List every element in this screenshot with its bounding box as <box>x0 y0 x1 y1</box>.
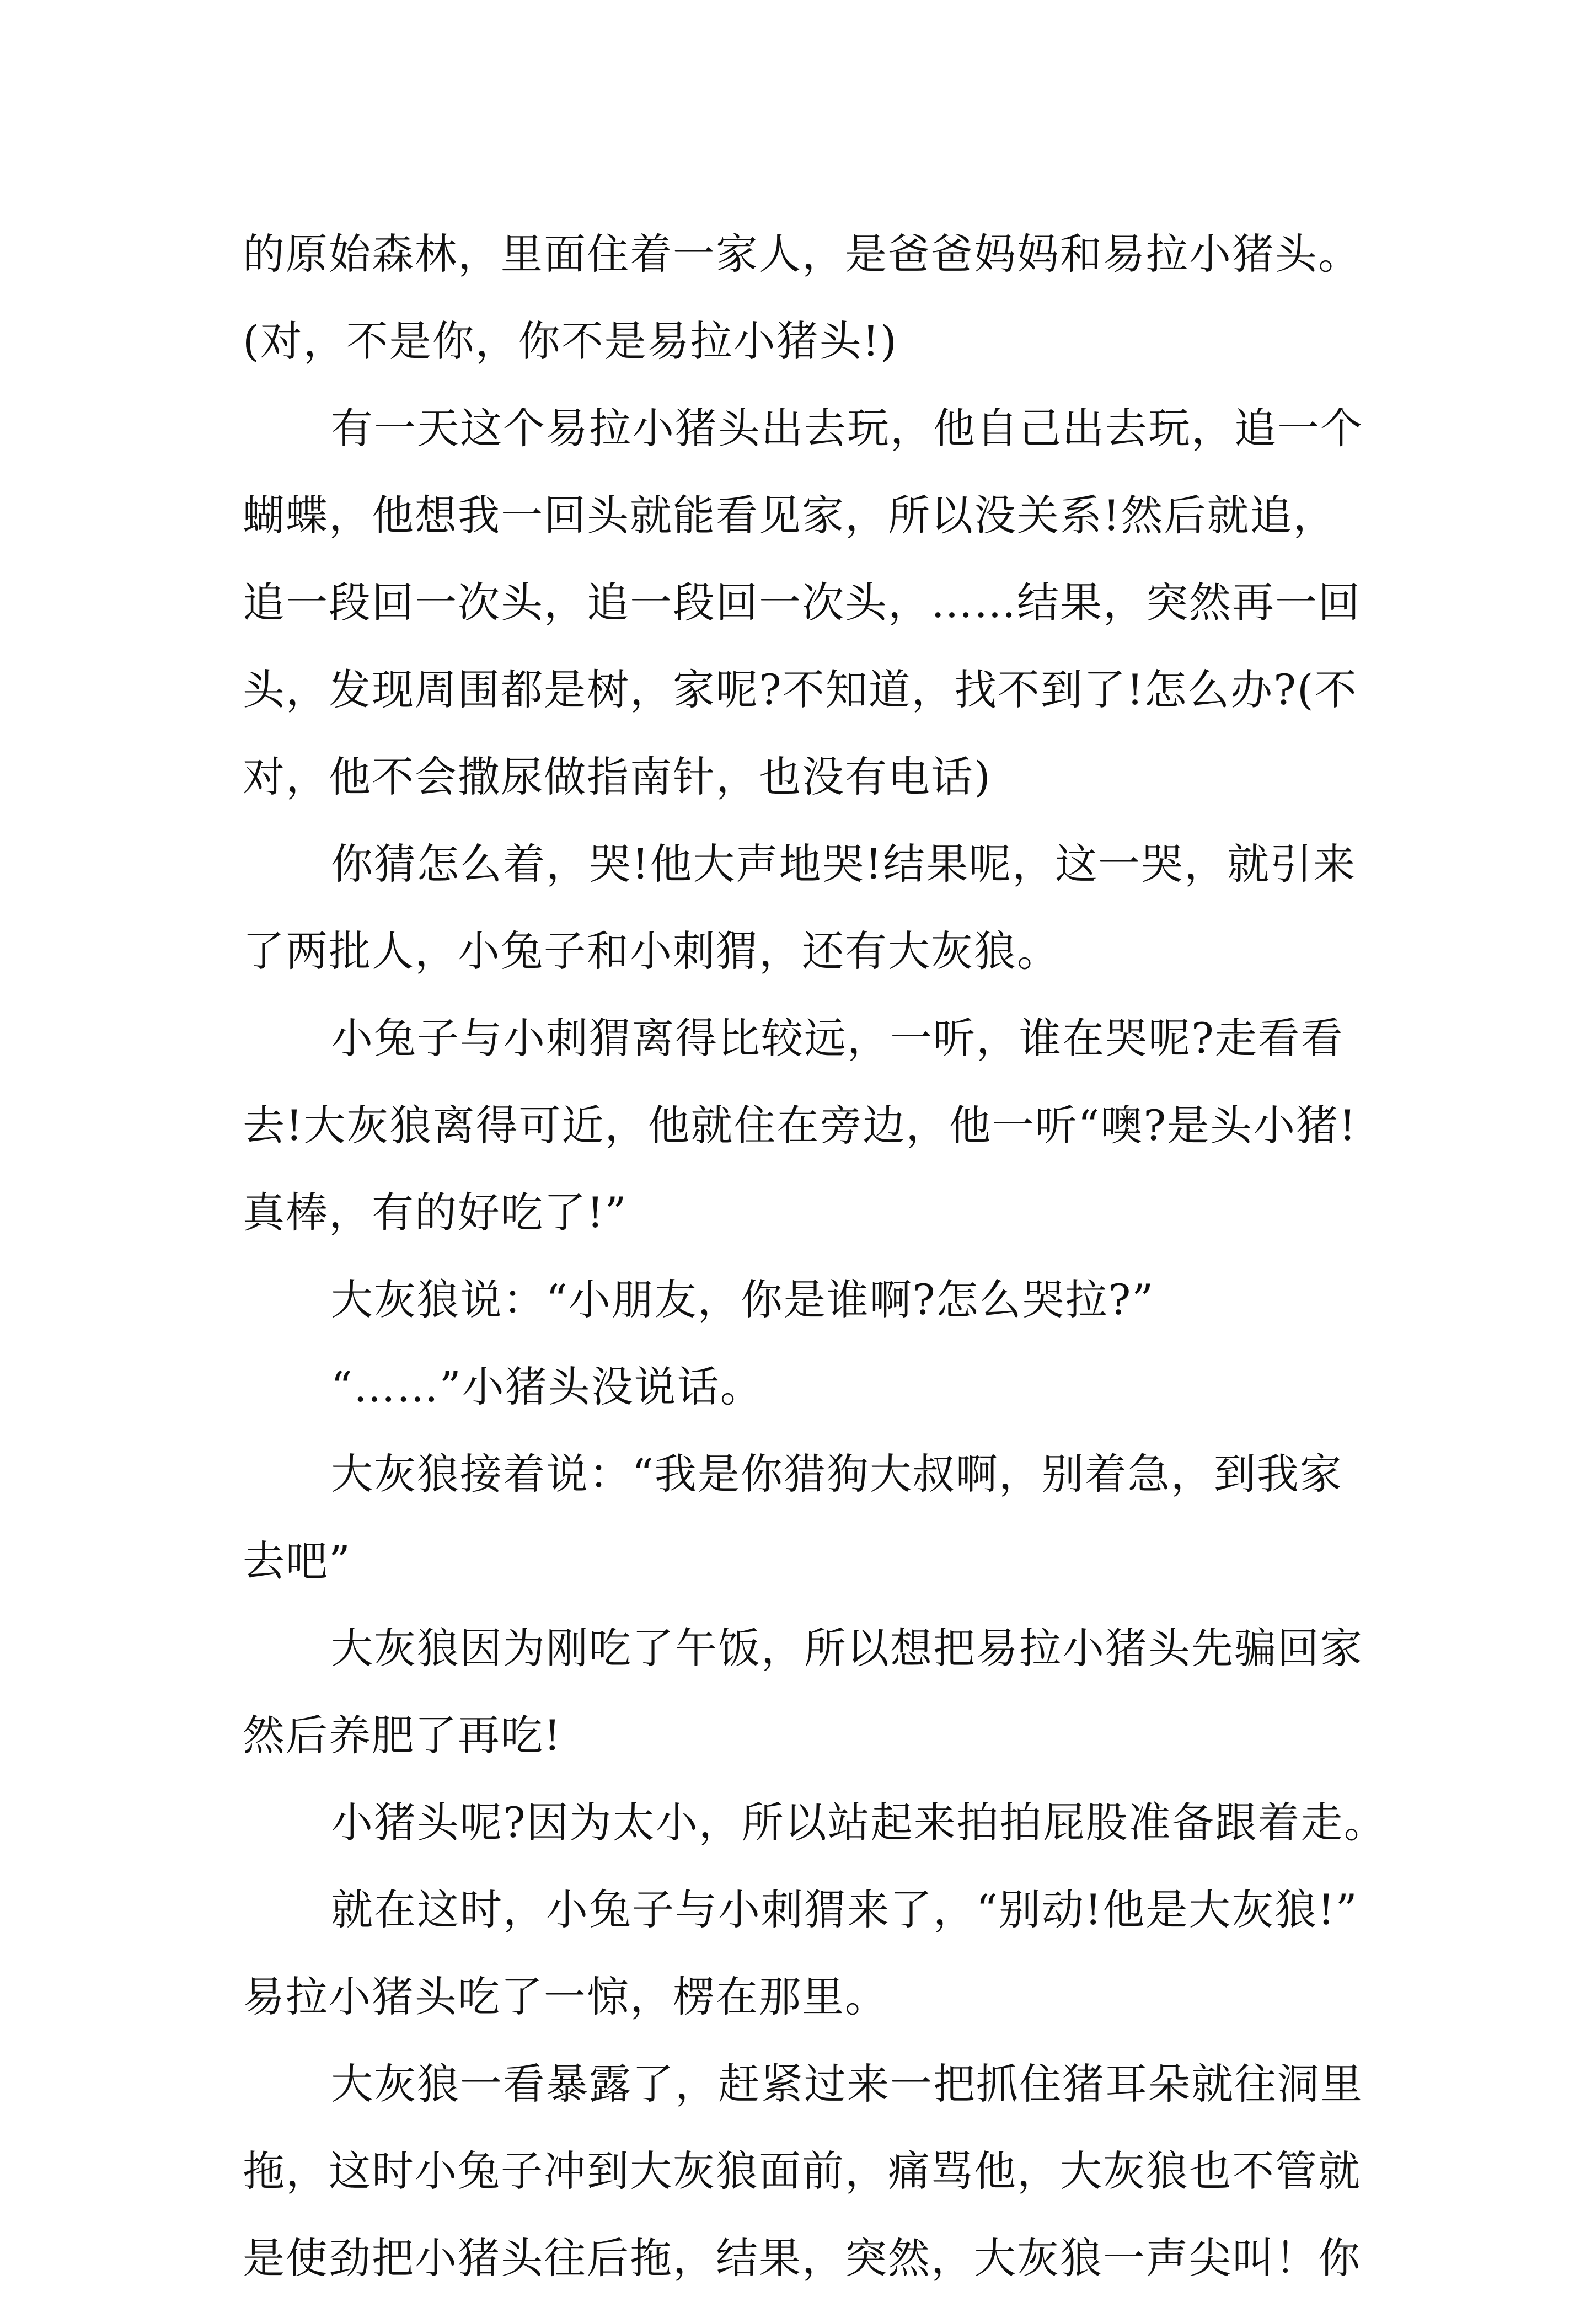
text-line: 去吧” <box>243 1537 351 1586</box>
text-line: 头，发现周围都是树，家呢?不知道，找不到了!怎么办?(不 <box>243 665 1358 714</box>
paragraph-start-line: 有一天这个易拉小猪头出去玩，他自己出去玩，追一个 <box>331 404 1363 453</box>
story-text <box>243 211 1387 2302</box>
paragraph-start-line: 小兔子与小刺猬离得比较远，一听，谁在哭呢?走看看 <box>331 1014 1344 1063</box>
text-line: 是使劲把小猪头往后拖，结果，突然，大灰狼一声尖叫！你 <box>243 2234 1361 2283</box>
text-line: 易拉小猪头吃了一惊，楞在那里。 <box>243 1972 888 2021</box>
text-line: 的原始森林，里面住着一家人，是爸爸妈妈和易拉小猪头。 <box>243 229 1361 279</box>
text-line: 蝴蝶，他想我一回头就能看见家，所以没关系!然后就追， <box>243 491 1336 540</box>
paragraph-start-line: 大灰狼因为刚吃了午饭，所以想把易拉小猪头先骗回家 <box>331 1624 1363 1673</box>
text-line: 真棒，有的好吃了!” <box>243 1188 628 1237</box>
text-line: 对，他不会撒尿做指南针，也没有电话) <box>243 752 992 801</box>
paragraph-start-line: 就在这时，小兔子与小刺猬来了，“别动!他是大灰狼!” <box>331 1885 1358 1934</box>
text-line: 追一段回一次头，追一段回一次头，……结果，突然再一回 <box>243 578 1361 627</box>
paragraph-start-line: 你猜怎么着，哭!他大声地哭!结果呢，这一哭，就引来 <box>331 839 1357 888</box>
text-line: (对，不是你，你不是易拉小猪头!) <box>243 317 898 366</box>
paragraph-start-line: “……”小猪头没说话。 <box>331 1362 763 1411</box>
text-line: 了两批人，小兔子和小刺猬，还有大灰狼。 <box>243 927 1060 976</box>
text-line: 然后养肥了再吃! <box>243 1711 562 1760</box>
paragraph-start-line: 大灰狼接着说：“我是你猎狗大叔啊，别着急，到我家 <box>331 1449 1343 1498</box>
paragraph-start-line: 小猪头呢?因为太小，所以站起来拍拍屁股准备跟着走。 <box>331 1798 1387 1847</box>
paragraph-start-line: 大灰狼说：“小朋友，你是谁啊?怎么哭拉?” <box>331 1275 1155 1324</box>
text-line: 去!大灰狼离得可近，他就住在旁边，他一听“噢?是头小猪! <box>243 1101 1357 1150</box>
text-line: 拖，这时小兔子冲到大灰狼面前，痛骂他，大灰狼也不管就 <box>243 2146 1361 2196</box>
paragraph-start-line: 大灰狼一看暴露了，赶紧过来一把抓住猪耳朵就往洞里 <box>331 2059 1363 2108</box>
